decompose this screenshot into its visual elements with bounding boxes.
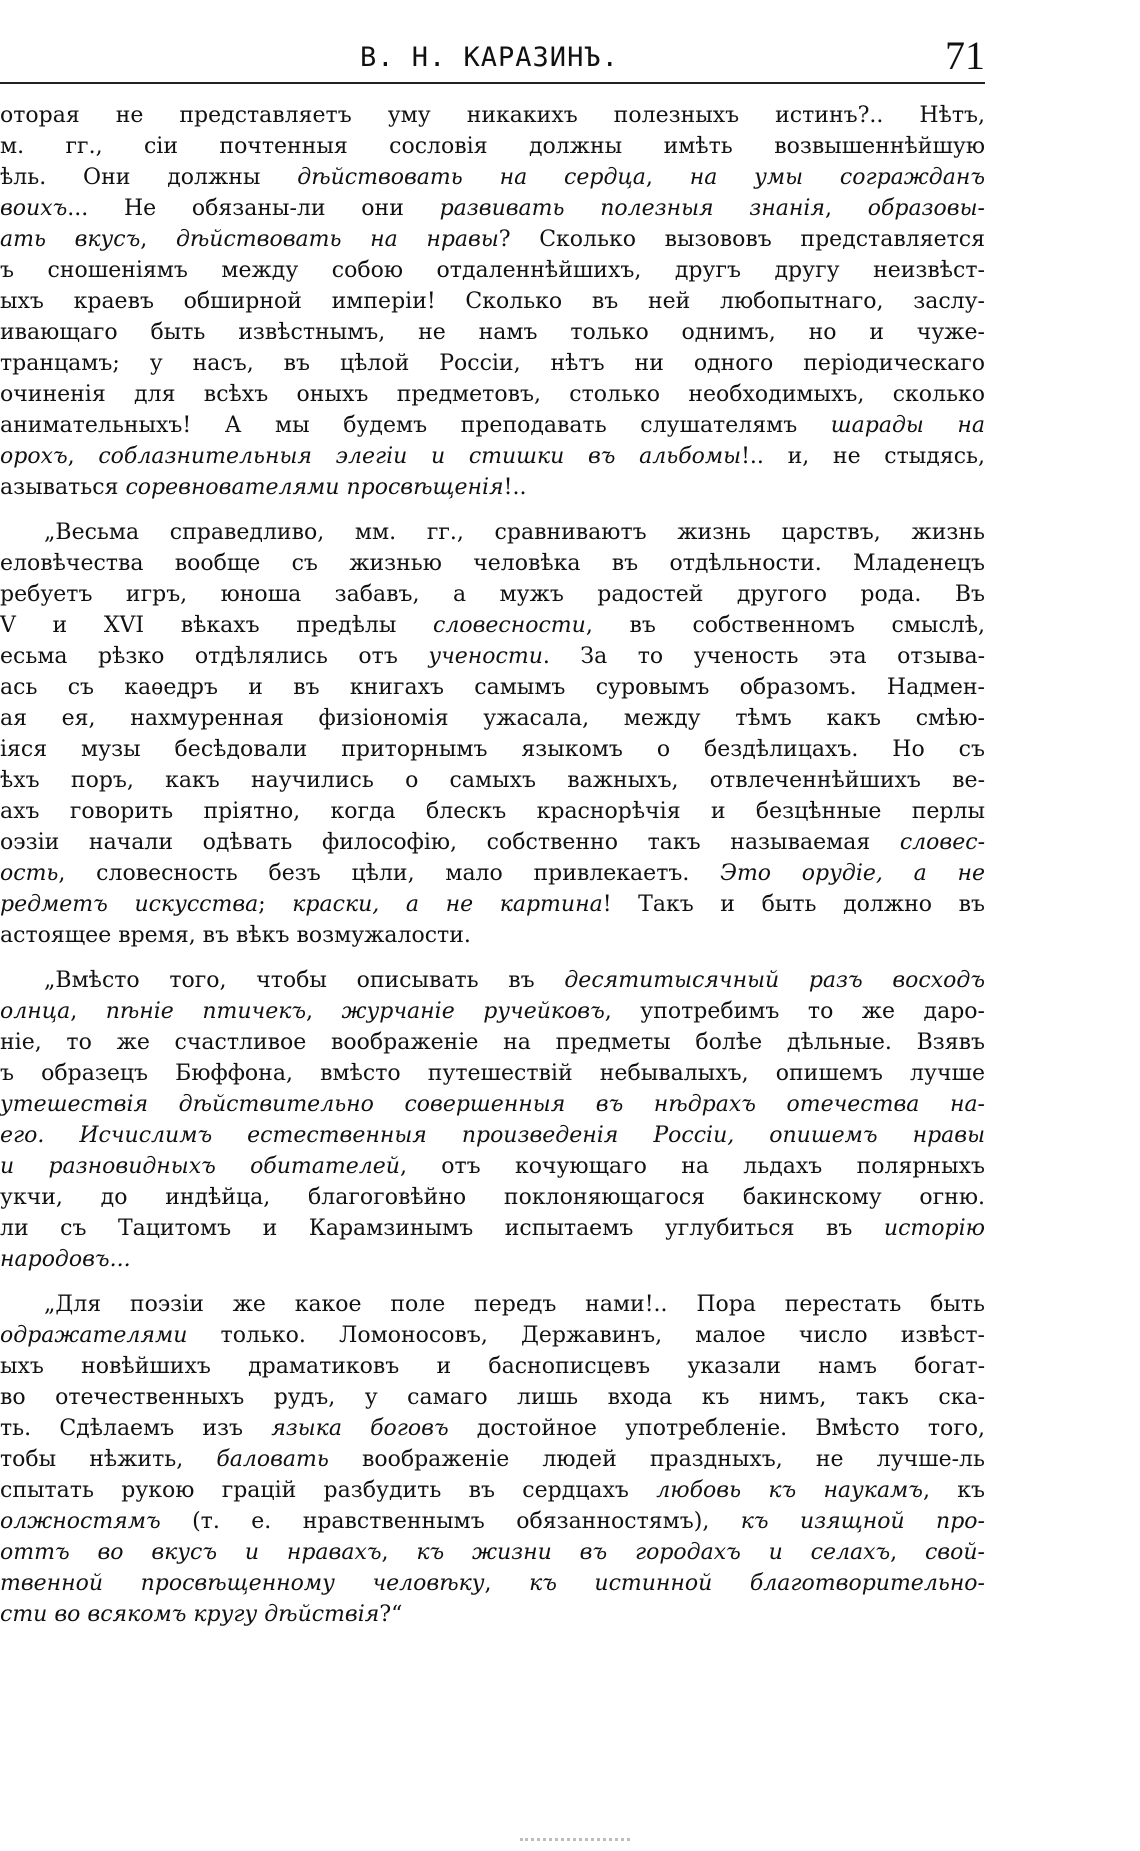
text-run: , въ собственномъ смыслѣ, [585,613,985,638]
text-line [0,765,985,796]
text-run: (т. е. нравственнымъ обязанностямъ), [160,1509,741,1534]
text-run: , словесность безъ цѣли, мало привлекаетъ. [58,861,721,886]
text-line [0,224,985,255]
text-run: тобы нѣжить, [0,1447,217,1472]
text-run: воображеніе людей праздныхъ, не лучше-ль [328,1447,985,1472]
italic-text: народовъ... [0,1247,131,1272]
text-line [0,517,985,548]
text-line [0,1599,985,1630]
italic-text: шарады на [830,413,985,438]
text-run: . За то ученость эта отзыва- [542,644,985,669]
text-run: , [67,444,99,469]
text-line [0,548,985,579]
text-line [0,348,985,379]
text-run: , [306,999,342,1024]
text-run: , [484,1571,530,1596]
italic-text: образовы- [867,196,985,221]
text-line [0,1182,985,1213]
text-line [0,1089,985,1120]
text-run: ребуетъ игръ, юноша забавъ, а мужъ радостей другого рода. Въ [0,582,985,607]
text-line [0,1213,985,1244]
text-run: , [825,196,868,221]
text-run: ?“ [379,1602,403,1627]
text-line [0,1537,985,1568]
text-run: м. гг., сіи почтенныя сословія должны имѣть возвышеннѣйшую [0,134,985,159]
text-run: оэзіи начали одѣвать философію, собственно такъ называемая [0,830,900,855]
text-run: ! Такъ и быть должно въ [602,892,985,917]
bottom-ink-mark [520,1838,630,1845]
text-run: „Весьма справедливо, мм. гг., сравниваютъ жизнь царствъ, жизнь [44,520,985,545]
text-run: ніе, то же счастливое воображеніе на предметы болѣе дѣльные. Взявъ [0,1030,985,1055]
italic-text: дѣйствовать на нравы [175,227,499,252]
text-run: , [890,1540,925,1565]
text-line [0,734,985,765]
text-run: , [381,1540,417,1565]
italic-text: пѣніе птичекъ [105,999,307,1024]
text-run: оторая не представляетъ уму никакихъ полезныхъ истинъ?.. Нѣтъ, [0,103,985,128]
italic-text: дѣйствовать на сердца [297,165,646,190]
text-run: спытать рукою грацій разбудить въ сердцахъ [0,1478,657,1503]
italic-text: его. Исчислимъ естественныя произведенія Россіи, опишемъ нравы [0,1123,985,1148]
italic-text: одражателями [0,1323,188,1348]
text-run: еловѣчества вообще съ жизнью человѣка въ отдѣльности. Младенецъ [0,551,985,576]
text-run: , [140,227,176,252]
text-run: !.. и, не стыдясь, [741,444,985,469]
text-line [0,1506,985,1537]
text-line [0,255,985,286]
text-run: V и XVI вѣкахъ предѣлы [0,613,433,638]
text-run: , отъ кочующаго на льдахъ полярныхъ [399,1154,985,1179]
text-run: только. Ломоносовъ, Державинъ, малое число извѣст- [187,1323,985,1348]
text-line [0,379,985,410]
text-run: очиненія для всѣхъ оныхъ предметовъ, столько необходимыхъ, сколько [0,382,985,407]
italic-text: словесности [433,613,586,638]
italic-text: ость [0,861,59,886]
text-run: ъ сношеніямъ между собою отдаленнѣйшихъ, другъ другу неизвѣст- [0,258,985,283]
text-run: , [70,999,106,1024]
text-run: , употребимъ то же даро- [604,999,985,1024]
text-run: ли съ Тацитомъ и Карамзинымъ испытаемъ углубиться въ [0,1216,884,1241]
italic-text: къ изящной про- [740,1509,985,1534]
text-line [0,1244,985,1275]
text-line [0,162,985,193]
header-rule [0,82,985,84]
text-line [0,100,985,131]
text-run: ивающаго быть извѣстнымъ, не намъ только однимъ, но и чуже- [0,320,985,345]
italic-text: твенной просвѣщенному человѣку [0,1571,485,1596]
text-run: достойное употребленіе. Вмѣсто того, [448,1416,985,1441]
body-text [0,100,985,1630]
text-run: , къ [922,1478,985,1503]
text-run: ъ образецъ Бюффона, вмѣсто путешествій небывалыхъ, опишемъ лучше [0,1061,985,1086]
text-run: ыхъ новѣйшихъ драматиковъ и баснописцевъ указали намъ богат- [0,1354,985,1379]
italic-text: оттъ во вкусъ и нравахъ [0,1540,382,1565]
text-line [0,1289,985,1320]
italic-text: олнца [0,999,71,1024]
text-line [0,1120,985,1151]
text-line [0,827,985,858]
italic-text: исторію [883,1216,985,1241]
italic-text: развивать полезныя знанія [439,196,825,221]
text-line [0,1151,985,1182]
text-line [0,610,985,641]
italic-text: свой- [924,1540,985,1565]
text-run: есьма рѣзко отдѣлялись отъ [0,644,429,669]
italic-text: языка боговъ [271,1416,449,1441]
text-run: „Для поэзіи же какое поле передъ нами!.. Пора перестать быть [44,1292,985,1317]
text-run: ахъ говорить пріятно, когда блескъ краснорѣчія и безцѣнные перлы [0,799,985,824]
text-line [0,996,985,1027]
text-line [0,441,985,472]
text-run: , [645,165,690,190]
italic-text: соревнователями просвѣщенія [125,475,504,500]
text-run: ыхъ краевъ обширной имперіи! Сколько въ ней любопытнаго, заслу- [0,289,985,314]
text-line [0,796,985,827]
text-run: ѣль. Они должны [0,165,298,190]
text-line [0,472,985,503]
text-run: транцамъ; у насъ, въ цѣлой Россіи, нѣтъ ни одного періодическаго [0,351,985,376]
text-line [0,1027,985,1058]
text-run: ась съ каѳедръ и въ книгахъ самымъ суровымъ образомъ. Надмен- [0,675,985,700]
running-title: В. Н. КАРАЗИНЪ. [360,42,619,73]
text-run: ? Сколько вызововъ представляется [498,227,985,252]
text-run: !.. [503,475,527,500]
text-line [0,1382,985,1413]
italic-text: къ истинной благотворительно- [529,1571,985,1596]
italic-text: ать вкусъ [0,227,141,252]
text-line [0,703,985,734]
italic-text: сти во всякомъ кругу дѣйствія [0,1602,380,1627]
italic-text: соблазнительныя элегіи и стишки въ альбомы [98,444,742,469]
italic-text: любовь къ наукамъ [656,1478,923,1503]
text-line [0,579,985,610]
text-run: „Вмѣсто того, чтобы описывать въ [44,968,565,993]
text-line [0,1475,985,1506]
italic-text: баловать [216,1447,329,1472]
text-run: ть. Сдѣлаемъ изъ [0,1416,272,1441]
italic-text: олжностямъ [0,1509,161,1534]
text-run: ѣхъ поръ, какъ научились о самыхъ важныхъ, отвлеченнѣйшихъ ве- [0,768,985,793]
paragraph [0,965,985,1275]
text-run: ... Не обязаны-ли они [67,196,440,221]
text-line [0,1444,985,1475]
text-line [0,1413,985,1444]
page-number: 71 [945,33,985,78]
italic-text: воихъ [0,196,68,221]
text-line [0,131,985,162]
text-run: ая ея, нахмуренная физіономія ужасала, между тѣмъ какъ смѣю- [0,706,985,731]
italic-text: редметъ искусства [0,892,259,917]
text-run: ; [258,892,293,917]
italic-text: утешествія дѣйствительно совершенныя въ нѣдрахъ отечества на- [0,1092,985,1117]
text-run: во отечественныхъ рудъ, у самаго лишь входа къ нимъ, такъ ска- [0,1385,985,1410]
italic-text: на умы согражданъ [689,165,985,190]
italic-text: краски, а не картина [292,892,603,917]
text-run: анимательныхъ! А мы будемъ преподавать слушателямъ [0,413,831,438]
text-line [0,410,985,441]
italic-text: къ жизни въ городахъ и селахъ [416,1540,891,1565]
text-line [0,858,985,889]
italic-text: десятитысячный разъ восходъ [564,968,985,993]
text-line [0,1058,985,1089]
text-line [0,920,985,951]
italic-text: журчаніе ручейковъ [341,999,605,1024]
italic-text: орохъ [0,444,68,469]
text-line [0,1351,985,1382]
text-line [0,889,985,920]
text-line [0,1320,985,1351]
text-line [0,641,985,672]
text-line [0,193,985,224]
text-line [0,317,985,348]
text-run: азываться [0,475,126,500]
text-run: астоящее время, въ вѣкъ возмужалости. [0,923,471,948]
paragraph [0,1289,985,1630]
text-line [0,965,985,996]
text-line [0,672,985,703]
italic-text: Это орудіе, а не [720,861,985,886]
italic-text: и разновидныхъ обитателей [0,1154,400,1179]
italic-text: учености [428,644,543,669]
text-run: іяся музы бесѣдовали приторнымъ языкомъ о бездѣлицахъ. Но съ [0,737,985,762]
italic-text: словес- [899,830,985,855]
paragraph [0,517,985,951]
text-run: укчи, до индѣйца, благоговѣйно поклоняющагося бакинскому огню. [0,1185,985,1210]
text-line [0,286,985,317]
running-head [0,32,985,82]
text-line [0,1568,985,1599]
paragraph [0,100,985,503]
